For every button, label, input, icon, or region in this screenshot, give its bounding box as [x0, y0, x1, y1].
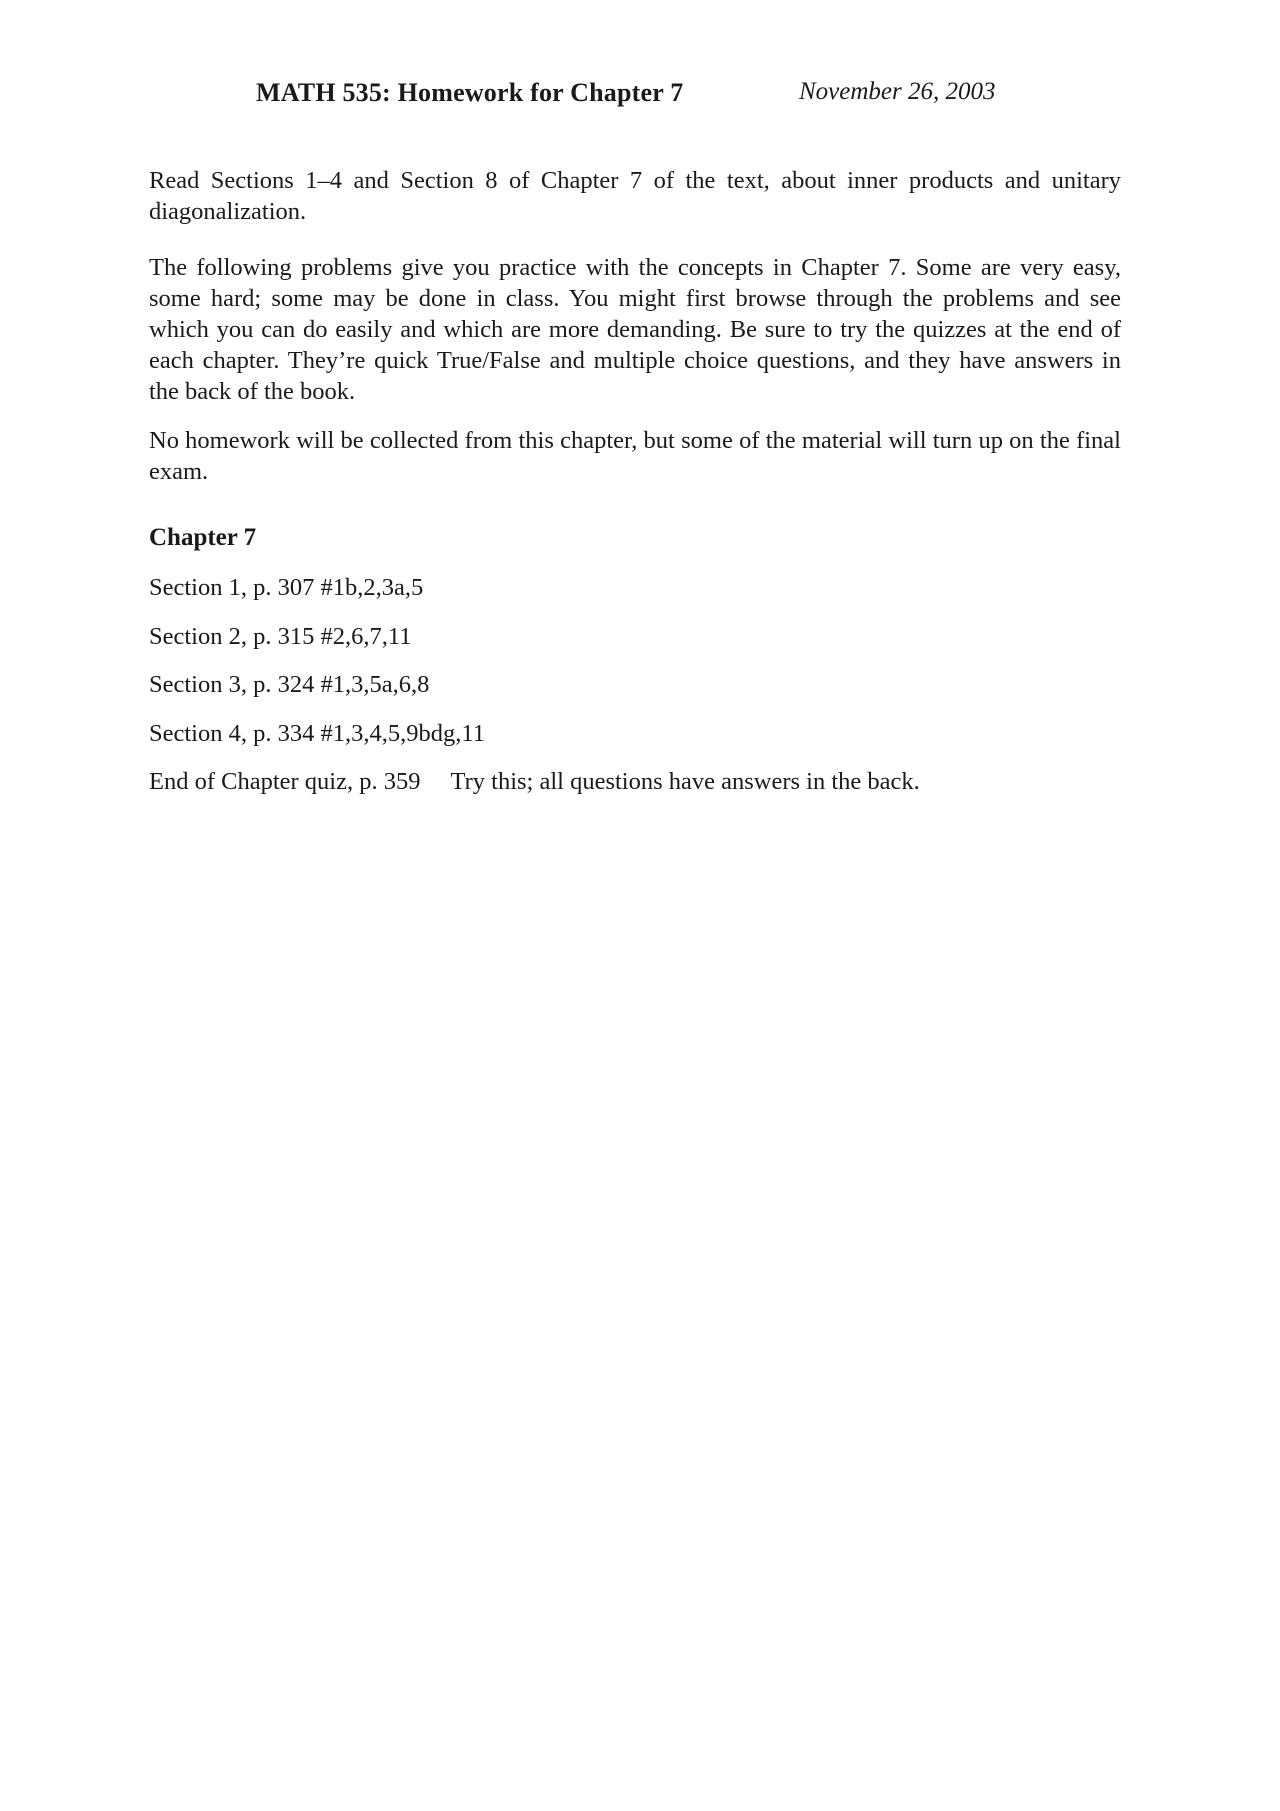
quiz-note: Try this; all questions have answers in the back.: [450, 768, 920, 795]
document-header: [149, 78, 1121, 118]
assignment-section-4: Section 4, p. 334 #1,3,4,5,9bdg,11: [149, 719, 485, 747]
document-title: MATH 535: Homework for Chapter 7: [256, 78, 684, 107]
assignment-list: [149, 572, 1121, 815]
assignment-quiz: [149, 766, 1121, 797]
assignment-section-2: Section 2, p. 315 #2,6,7,11: [149, 622, 412, 650]
assignment-section-1: Section 1, p. 307 #1b,2,3a,5: [149, 574, 424, 601]
assignment-section-3: Section 3, p. 324 #1,3,5a,6,8: [149, 671, 430, 698]
quiz-label: End of Chapter quiz, p. 359: [149, 768, 421, 795]
collection-paragraph: No homework will be collected from this chapter, but some of the material will turn up on the final exam.: [149, 427, 1121, 485]
chapter-heading: Chapter 7: [149, 524, 257, 551]
document-date: November 26, 2003: [799, 78, 996, 105]
reading-paragraph: Read Sections 1–4 and Section 8 of Chapter 7 of the text, about inner products and unitary diagonalization.: [149, 167, 1121, 225]
practice-paragraph: The following problems give you practice with the concepts in Chapter 7. Some are very easy, some hard; some may be done in class. You might first browse through the problems and see which you can do easily and which are more demanding. Be sure to try the quizzes at the end of each chapter. They’re quick True/False and multiple choice questions, and they have answers in the back of the book.: [149, 254, 1121, 405]
